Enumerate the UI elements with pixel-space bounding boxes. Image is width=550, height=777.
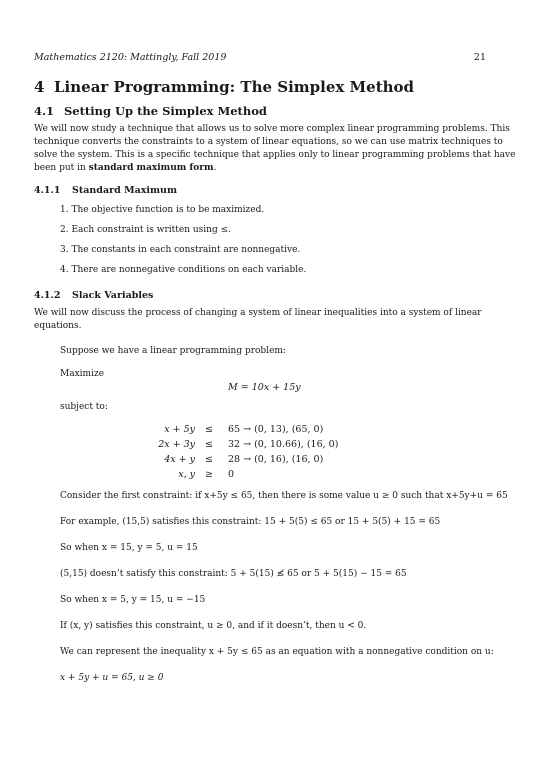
list-item: 2. Each constraint is written using ≤. xyxy=(60,225,231,235)
body-line: x + 5y + u = 65, u ≥ 0 xyxy=(60,673,164,683)
body-line: So when x = 5, y = 15, u = −15 xyxy=(60,595,206,605)
constraint-relation: ≥ xyxy=(205,469,213,480)
constraint-rhs: 0 xyxy=(228,469,235,480)
slack-title: Slack Variables xyxy=(72,290,154,301)
list-item: 4. There are nonnegative conditions on each variable. xyxy=(60,265,307,275)
constraint-lhs: 2x + 3y xyxy=(158,439,195,450)
objective-function: M = 10x + 15y xyxy=(228,382,301,393)
intro-text: We will now study a technique that allows us to solve more complex linear programming problems. This technique converts the constraints to a system of linear equations, so we can use matrix techniques to solve the system. This is a specific technique that applies only to linear programming problems that have been put in xyxy=(34,124,516,173)
constraint-lhs: x, y xyxy=(178,469,195,480)
suppose-line: Suppose we have a linear programming problem: xyxy=(60,346,286,356)
subject-to-label: subject to: xyxy=(60,402,108,412)
subsection-number: 4.1 xyxy=(34,104,55,118)
maximize-label: Maximize xyxy=(60,369,105,379)
standard-max-number: 4.1.1 xyxy=(34,185,61,196)
slack-number: 4.1.2 xyxy=(34,290,61,301)
section-heading xyxy=(34,78,414,96)
constraint-relation: ≤ xyxy=(205,424,213,435)
slack-intro-paragraph: We will now discuss the process of changing a system of linear inequalities into a system of linear equations. xyxy=(34,308,482,331)
slack-heading xyxy=(34,290,153,301)
body-line: Consider the first constraint: if x+5y ≤ 65, then there is some value u ≥ 0 such that x+5y+u = 65 xyxy=(60,491,508,501)
running-head: Mathematics 2120: Mattingly, Fall 2019 xyxy=(34,52,227,63)
list-item: 3. The constants in each constraint are nonnegative. xyxy=(60,245,301,255)
body-line: We can represent the inequality x + 5y ≤ 65 as an equation with a nonnegative condition on u: xyxy=(60,647,494,657)
constraint-relation: ≤ xyxy=(205,454,213,465)
page-number: 21 xyxy=(473,52,486,63)
list-item: 1. The objective function is to be maximized. xyxy=(60,205,265,215)
subsection-title: Setting Up the Simplex Method xyxy=(64,104,267,118)
constraint-lhs: 4x + y xyxy=(164,454,195,465)
constraint-relation: ≤ xyxy=(205,439,213,450)
body-line: If (x, y) satisfies this constraint, u ≥ 0, and if it doesn’t, then u < 0. xyxy=(60,621,367,631)
constraint-lhs: x + 5y xyxy=(164,424,195,435)
section-title: Linear Programming: The Simplex Method xyxy=(54,78,415,96)
constraint-rhs: 65 → (0, 13), (65, 0) xyxy=(228,424,324,435)
subsection-heading xyxy=(34,104,267,118)
intro-text-end: . xyxy=(213,163,217,173)
section-number: 4 xyxy=(34,78,45,96)
standard-max-title: Standard Maximum xyxy=(72,185,178,196)
body-line: (5,15) doesn’t satisfy this constraint: 5 + 5(15) ≰ 65 or 5 + 5(15) − 15 = 65 xyxy=(60,569,407,579)
body-line: For example, (15,5) satisfies this constraint: 15 + 5(5) ≤ 65 or 15 + 5(5) + 15 = 65 xyxy=(60,517,441,527)
intro-bold-term: standard maximum form xyxy=(88,163,214,173)
intro-paragraph xyxy=(34,123,516,175)
constraint-rhs: 28 → (0, 16), (16, 0) xyxy=(228,454,324,465)
standard-max-heading xyxy=(34,185,177,196)
body-line: So when x = 15, y = 5, u = 15 xyxy=(60,543,198,553)
constraint-rhs: 32 → (0, 10.66), (16, 0) xyxy=(228,439,339,450)
